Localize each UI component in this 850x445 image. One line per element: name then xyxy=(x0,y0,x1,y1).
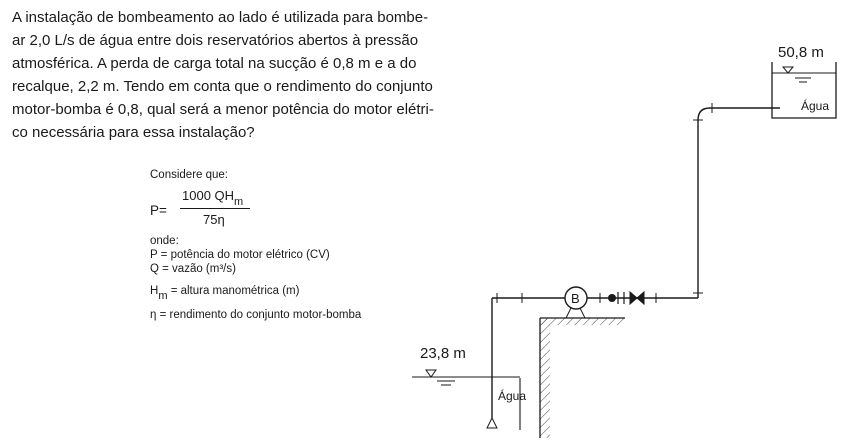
hm-text: = altura manométrica (m) xyxy=(170,285,300,297)
ground-top-hatch xyxy=(540,318,625,325)
question-line: atmosférica. A perda de carga total na sucção é 0,8 m e a do xyxy=(12,55,417,72)
lower-water-label: Água xyxy=(498,389,527,403)
definition-eta: η = rendimento do conjunto motor-bomba xyxy=(150,309,362,321)
question-line: recalque, 2,2 m. Tendo em conta que o rendimento do conjunto xyxy=(12,78,433,95)
definition-p: P = potência do motor elétrico (CV) xyxy=(150,249,330,261)
lower-level-marker-icon xyxy=(426,370,436,377)
upper-level-label: 50,8 m xyxy=(778,44,824,61)
numerator-subscript: m xyxy=(234,196,244,208)
question-line: A instalação de bombeamento ao lado é utilizada para bombe- xyxy=(12,9,429,26)
question-line: co necessária para essa instalação? xyxy=(12,124,255,141)
pump-label: B xyxy=(571,291,580,306)
check-valve-icon xyxy=(608,294,616,302)
upper-level-marker-icon xyxy=(783,67,793,73)
gate-valve-icon xyxy=(630,292,644,304)
formula-intro: Considere que: xyxy=(150,169,228,181)
foot-valve-icon xyxy=(487,418,497,428)
ground-wall-hatch xyxy=(540,318,550,438)
where-label: onde: xyxy=(150,235,179,247)
question-line: motor-bomba é 0,8, qual será a menor potência do motor elétri- xyxy=(12,101,434,118)
hm-subscript: m xyxy=(158,290,168,302)
definition-q: Q = vazão (m³/s) xyxy=(150,263,236,275)
upper-water-label: Água xyxy=(801,99,830,113)
formula-lhs: P= xyxy=(150,203,167,218)
lower-level-label: 23,8 m xyxy=(420,345,466,362)
question-line: ar 2,0 L/s de água entre dois reservatórios abertos à pressão xyxy=(12,32,419,49)
formula-denominator: 75η xyxy=(203,212,225,227)
discharge-pipe-elbow xyxy=(698,108,710,120)
hm-symbol: H xyxy=(150,285,159,297)
numerator-text: 1000 QH xyxy=(182,188,235,203)
